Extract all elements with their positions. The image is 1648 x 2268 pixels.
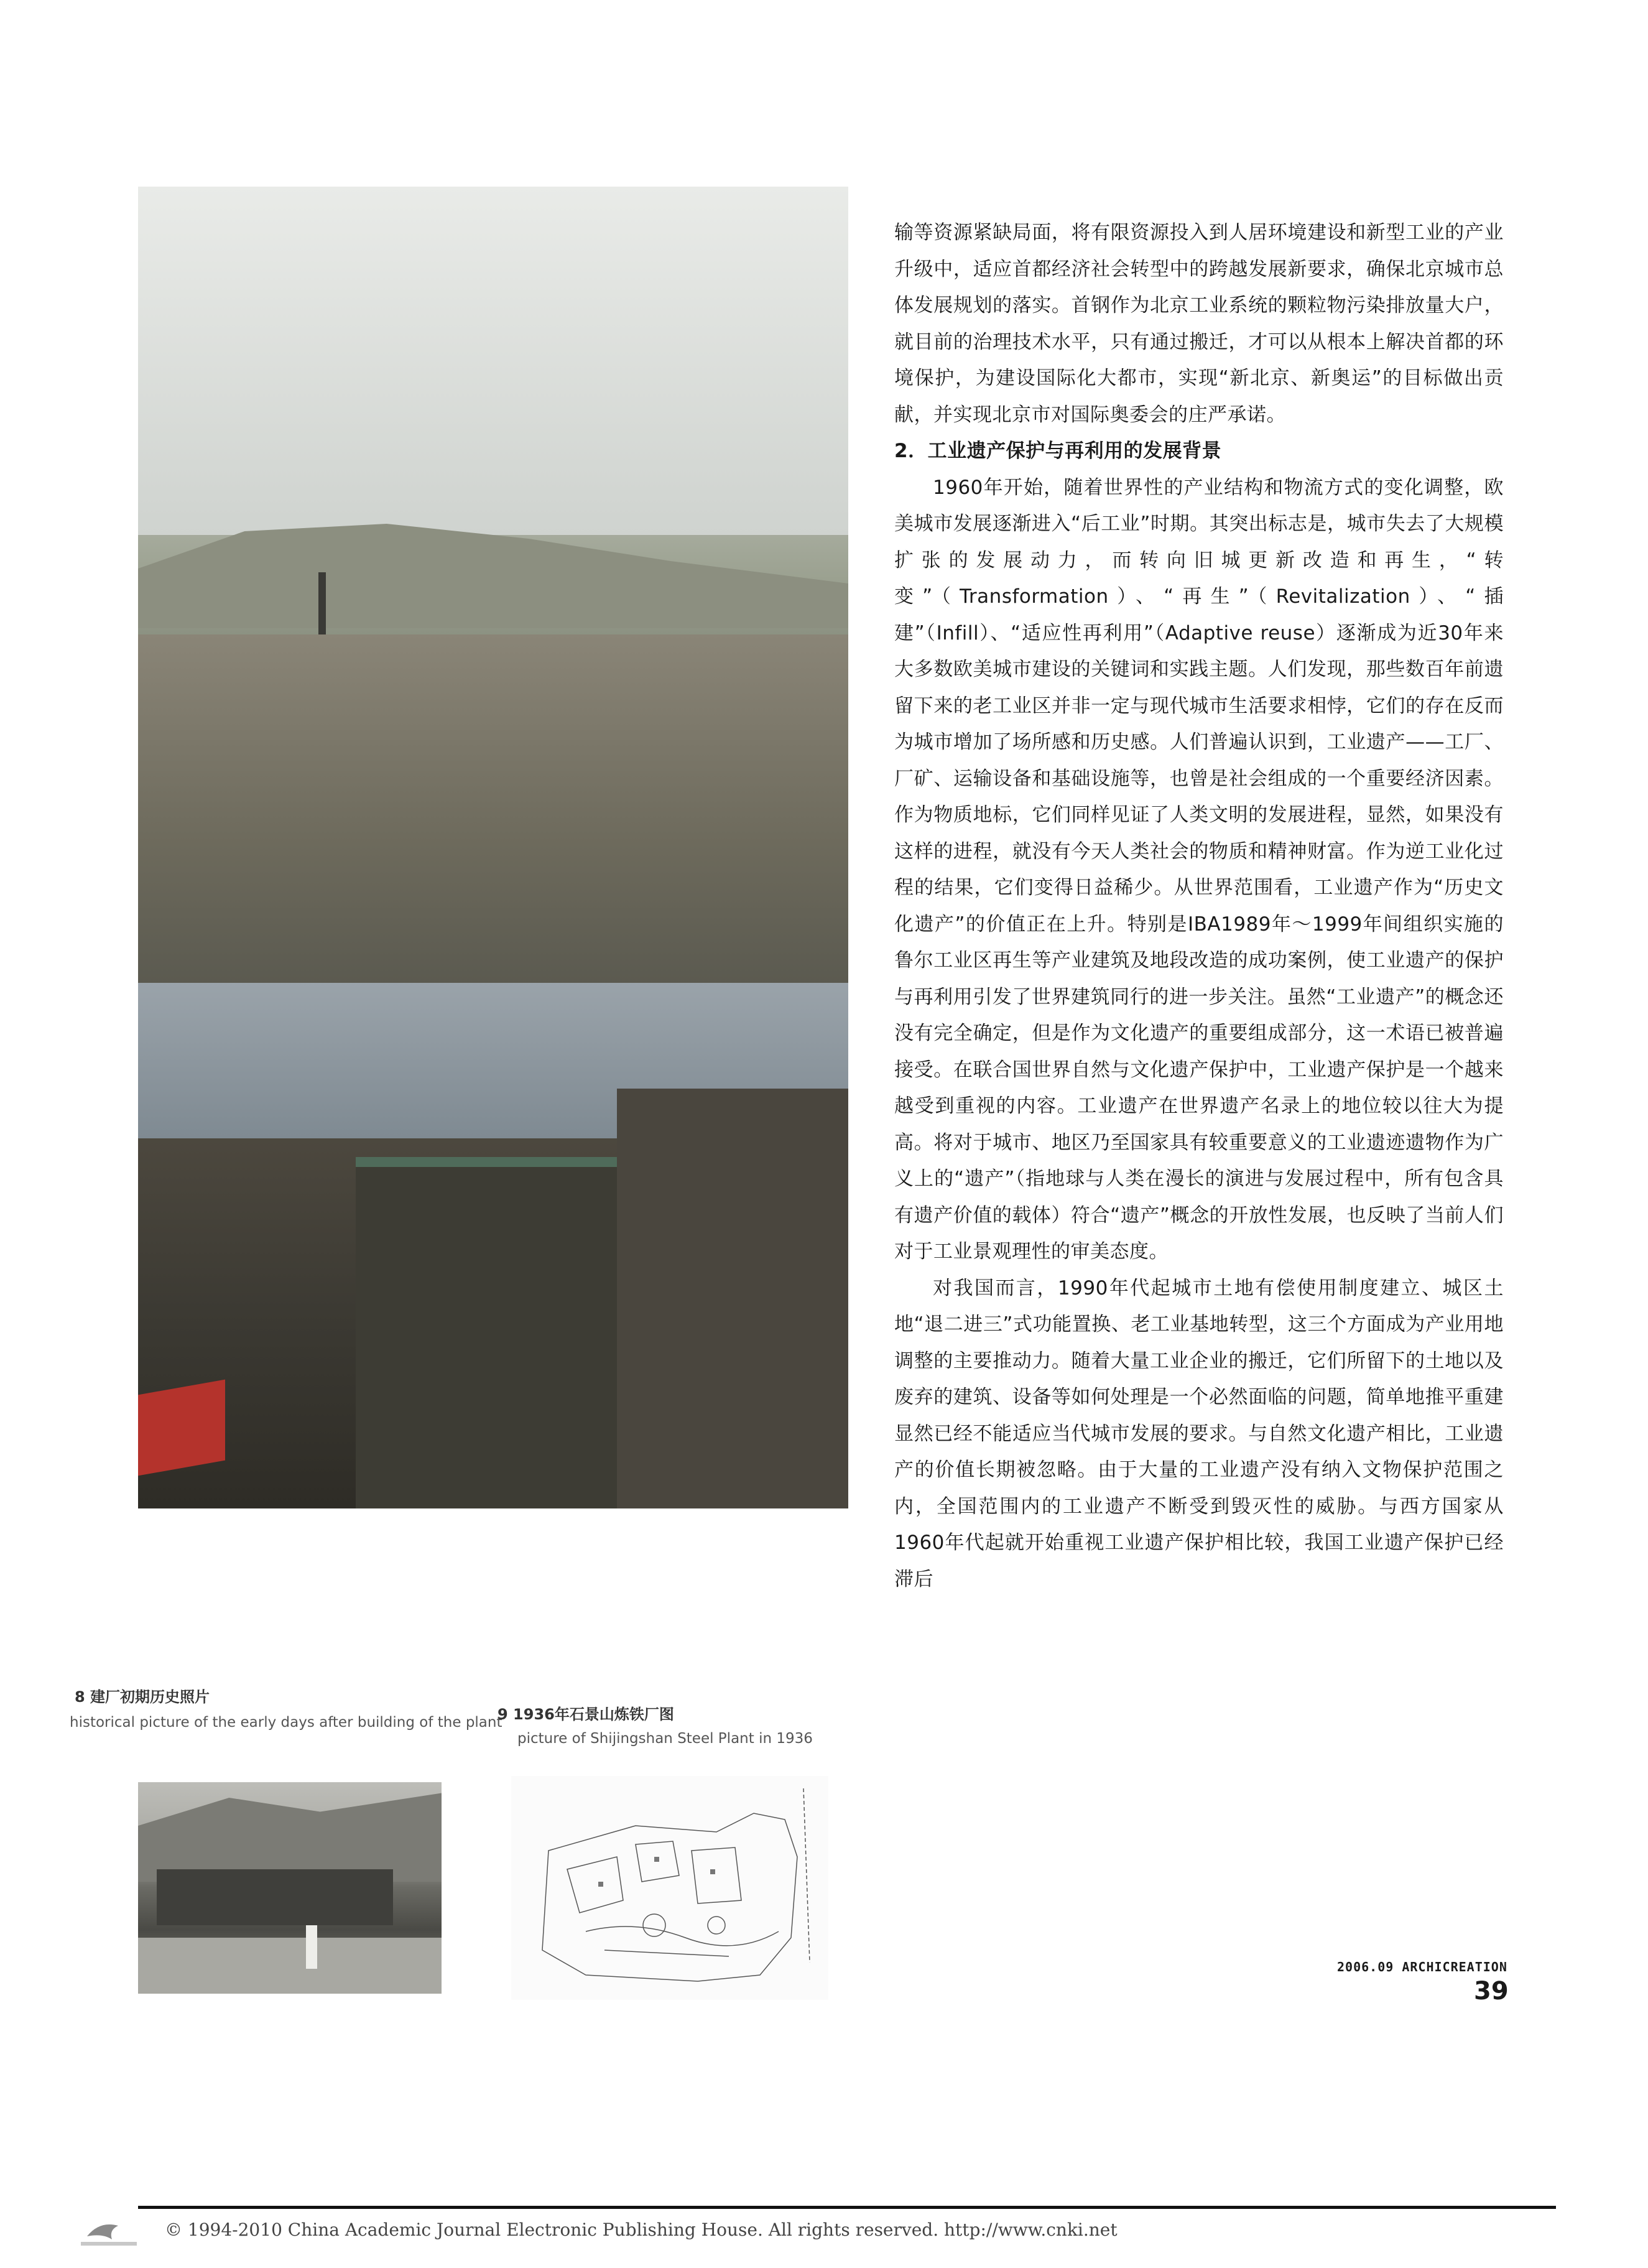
paragraph-3: 对我国而言，1990年代起城市土地有偿使用制度建立、城区土地“退二进三”式功能置换、老工业基地转型，这三个方面成为产业用地调整的主要推动力。随着大量工业企业的搬迁，它们所留下的土地以及废弃的建筑、设备等如何处理是一个必然面临的问题，简单地推平重建显然已经不能适应当代城市发展的要求。与自然文化遗产相比，工业遗产的价值长期被忽略。由于大量的工业遗产没有纳入文物保护范围之内，全国范围内的工业遗产不断受到毁灭性的威胁。与西方国家从1960年代起就开始重视工业遗产保护相比较，我国工业遗产保护已经滞后 xyxy=(894,1276,1504,1591)
figure-9-caption-en: picture of Shijingshan Steel Plant in 1936 xyxy=(517,1731,813,1747)
copyright-notice: © 1994-2010 China Academic Journal Electronic Publishing House. All rights reserved. http://www.cnki.net xyxy=(165,2219,1118,2240)
footer-divider xyxy=(138,2206,1556,2209)
journal-tag: 2006.09 ARCHICREATION xyxy=(1337,1959,1507,1974)
article-body xyxy=(894,215,1504,1597)
historical-photo xyxy=(138,1782,442,1994)
section-heading: 2．工业遗产保护与再利用的发展背景 xyxy=(894,440,1222,462)
figure-8-caption-en: historical picture of the early days after building of the plant xyxy=(70,1714,502,1731)
figure-9-caption-cn: 9 1936年石景山炼铁厂图 xyxy=(498,1706,674,1723)
paragraph-2: 1960年开始，随着世界性的产业结构和物流方式的变化调整，欧美城市发展逐渐进入“后工业”时期。其突出标志是，城市失去了大规模扩张的发展动力，而转向旧城更新改造和再生，“转变”（Transformation）、“再生”（Revitalization）、“插建”（Infill）、“适应性再利用”（Adaptive reuse）逐渐成为近30年来大多数欧美城市建设的关键词和实践主题。人们发现，那些数百年前遗留下来的老工业区并非一定与现代城市生活要求相悖，它们的存在反而为城市增加了场所感和历史感。人们普遍认识到，工业遗产——工厂、厂矿、运输设备和基础设施等，也曾是社会组成的一个重要经济因素。作为物质地标，它们同样见证了人类文明的发展进程，显然，如果没有这样的进程，就没有今天人类社会的物质和精神财富。作为逆工业化过程的结果，它们变得日益稀少。从世界范围看，工业遗产作为“历史文化遗产”的价值正在上升。特别是IBA1989年～1999年间组织实施的鲁尔工业区再生等产业建筑及地段改造的成功案例，使工业遗产的保护与再利用引发了世界建筑同行的进一步关注。虽然“工业遗产”的概念还没有完全确定，但是作为文化遗产的重要组成部分，这一术语已被普遍接受。在联合国世界自然与文化遗产保护中，工业遗产保护是一个越来越受到重视的内容。工业遗产在世界遗产名录上的地位较以往大为提高。将对于城市、地区乃至国家具有较重要意义的工业遗迹遗物作为广义上的“遗产”（指地球与人类在漫长的演进与发展过程中，所有包含具有遗产价值的载体）符合“遗产”概念的开放性发展，也反映了当前人们对于工业景观理性的审美态度。 xyxy=(894,476,1504,1263)
steel-plant-photo xyxy=(138,187,848,1508)
cnki-logo-icon xyxy=(75,2215,143,2249)
plant-map-drawing xyxy=(511,1776,828,2000)
paragraph-1: 输等资源紧缺局面，将有限资源投入到人居环境建设和新型工业的产业升级中，适应首都经济社会转型中的跨越发展新要求，确保北京城市总体发展规划的落实。首钢作为北京工业系统的颗粒物污染排放量大户，就目前的治理技术水平，只有通过搬迁，才可以从根本上解决首都的环境保护，为建设国际化大都市，实现“新北京、新奥运”的目标做出贡献，并实现北京市对国际奥委会的庄严承诺。 xyxy=(894,221,1504,426)
page-number: 39 xyxy=(1474,1977,1509,2005)
figure-8-caption-cn: 8 建厂初期历史照片 xyxy=(75,1688,210,1706)
